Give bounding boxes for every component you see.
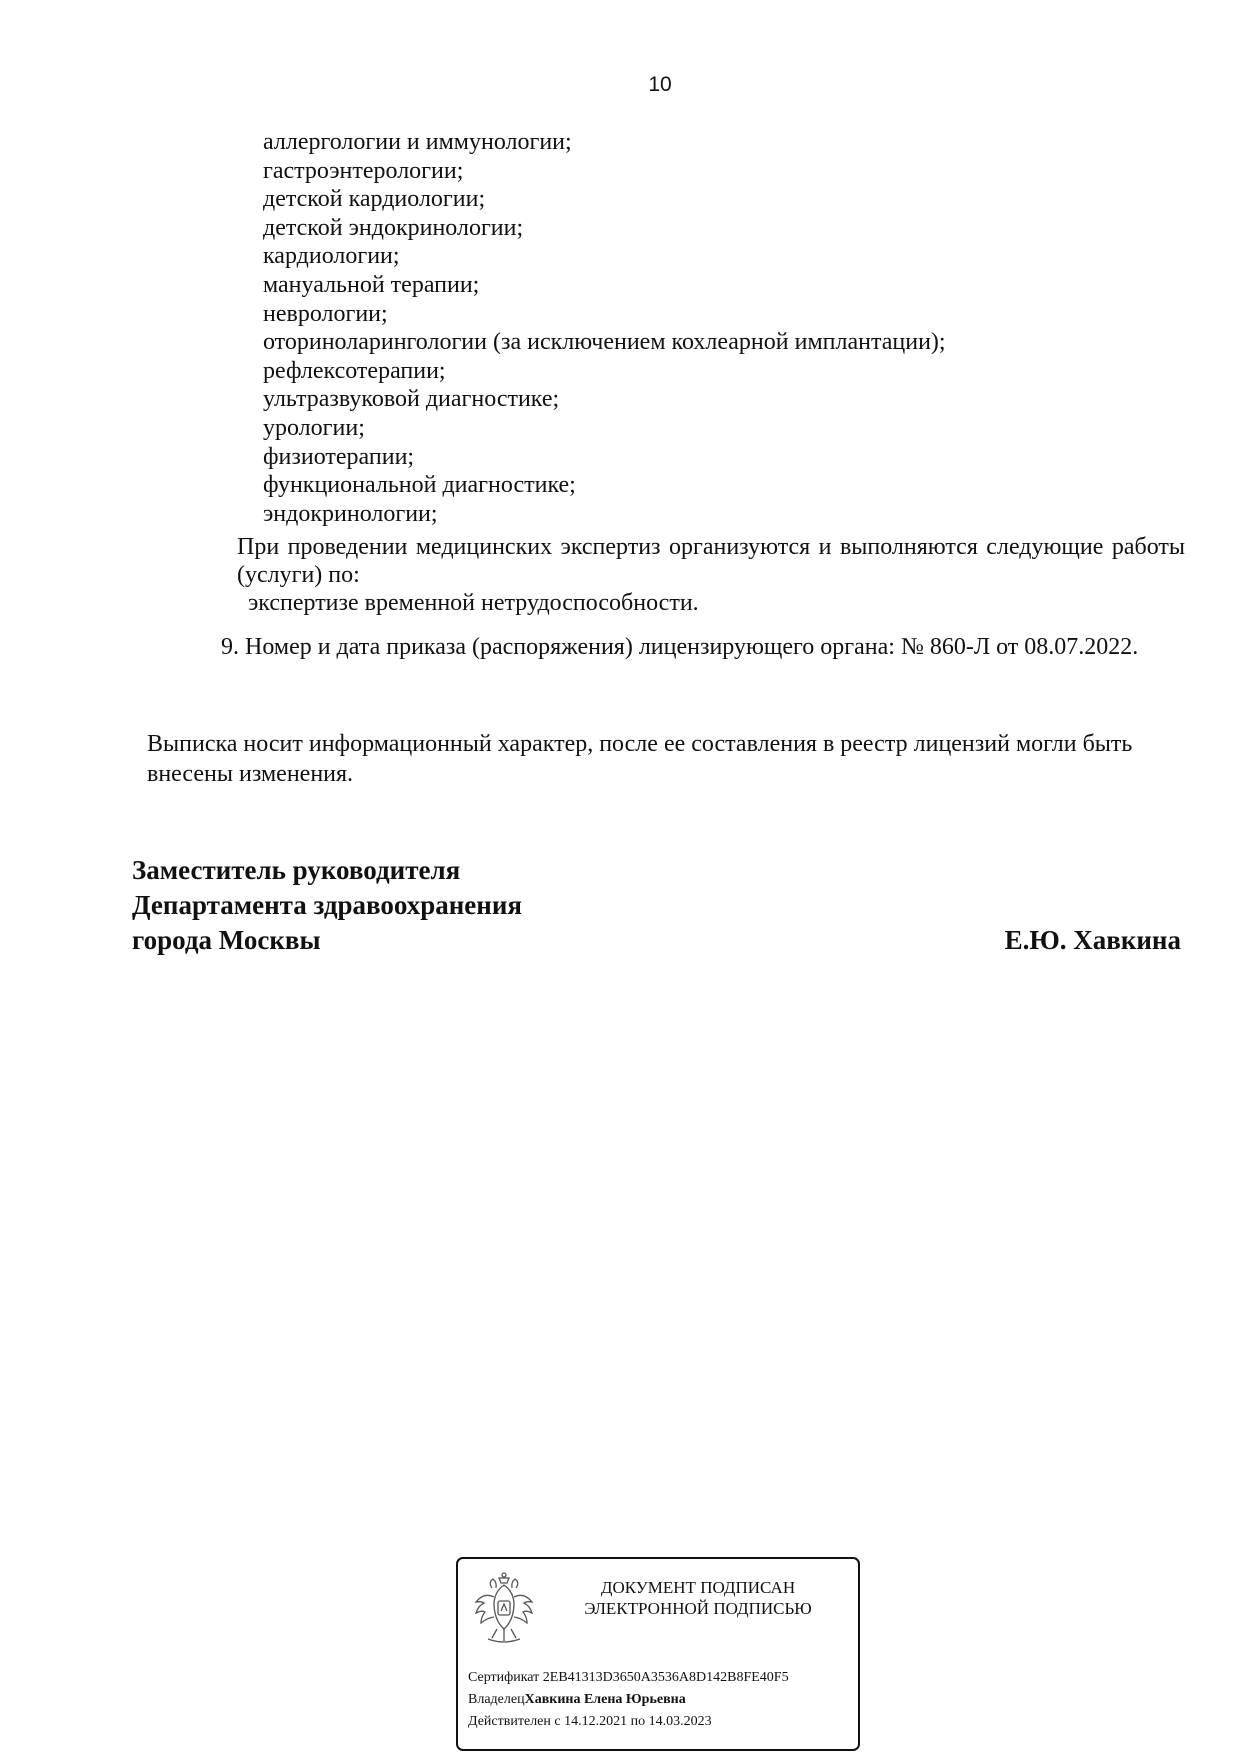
stamp-certificate: Сертификат 2EB41313D3650A3536A8D142B8FE40F5	[468, 1670, 789, 1685]
list-item: урологии;	[263, 414, 365, 441]
license-work-list	[263, 128, 946, 528]
list-item: оториноларингологии (за исключением кохлеарной имплантации);	[263, 329, 946, 356]
signatory-title-line: города Москвы	[132, 925, 321, 955]
stamp-owner-name: Хавкина Елена Юрьевна	[524, 1692, 686, 1707]
coat-of-arms-emblem-icon	[472, 1571, 536, 1645]
page-number: 10	[648, 73, 672, 96]
list-item: аллергологии и иммунологии;	[263, 129, 572, 155]
list-item: кардиологии;	[263, 243, 400, 270]
stamp-heading-line: ДОКУМЕНТ ПОДПИСАН	[600, 1578, 796, 1597]
stamp-validity: Действителен с 14.12.2021 по 14.03.2023	[468, 1714, 712, 1729]
stamp-heading	[548, 1577, 848, 1619]
expertise-intro: При проведении медицинских экспертиз организуются и выполняются следующие работы (услуги) по:	[237, 534, 1185, 588]
order-number-date: 9. Номер и дата приказа (распоряжения) лицензирующего органа: № 860-Л от 08.07.2022.	[221, 634, 1139, 660]
list-item: мануальной терапии;	[263, 271, 480, 298]
stamp-owner-label: Владелец	[468, 1692, 525, 1707]
list-item: гастроэнтерологии;	[263, 157, 464, 184]
stamp-owner	[468, 1691, 686, 1709]
stamp-heading-line: ЭЛЕКТРОННОЙ ПОДПИСЬЮ	[584, 1599, 812, 1618]
list-item: детской кардиологии;	[263, 186, 486, 213]
list-item: ультразвуковой диагностике;	[263, 386, 560, 413]
signatory-name: Е.Ю. Хавкина	[1004, 925, 1181, 955]
list-item: физиотерапии;	[263, 443, 415, 470]
signatory-position	[132, 853, 522, 958]
signatory-title-line: Заместитель руководителя	[132, 855, 461, 885]
disclaimer-note: Выписка носит информационный характер, после ее составления в реестр лицензий могли быть внесены изменения.	[147, 731, 1133, 787]
electronic-signature-stamp	[456, 1557, 860, 1751]
list-item: эндокринологии;	[263, 500, 438, 527]
signatory-title-line: Департамента здравоохранения	[132, 890, 523, 920]
list-item: функциональной диагностике;	[263, 472, 576, 499]
list-item: рефлексотерапии;	[263, 357, 446, 384]
expertise-item: экспертизе временной нетрудоспособности.	[248, 590, 699, 616]
list-item: детской эндокринологии;	[263, 214, 524, 241]
list-item: неврологии;	[263, 300, 388, 327]
